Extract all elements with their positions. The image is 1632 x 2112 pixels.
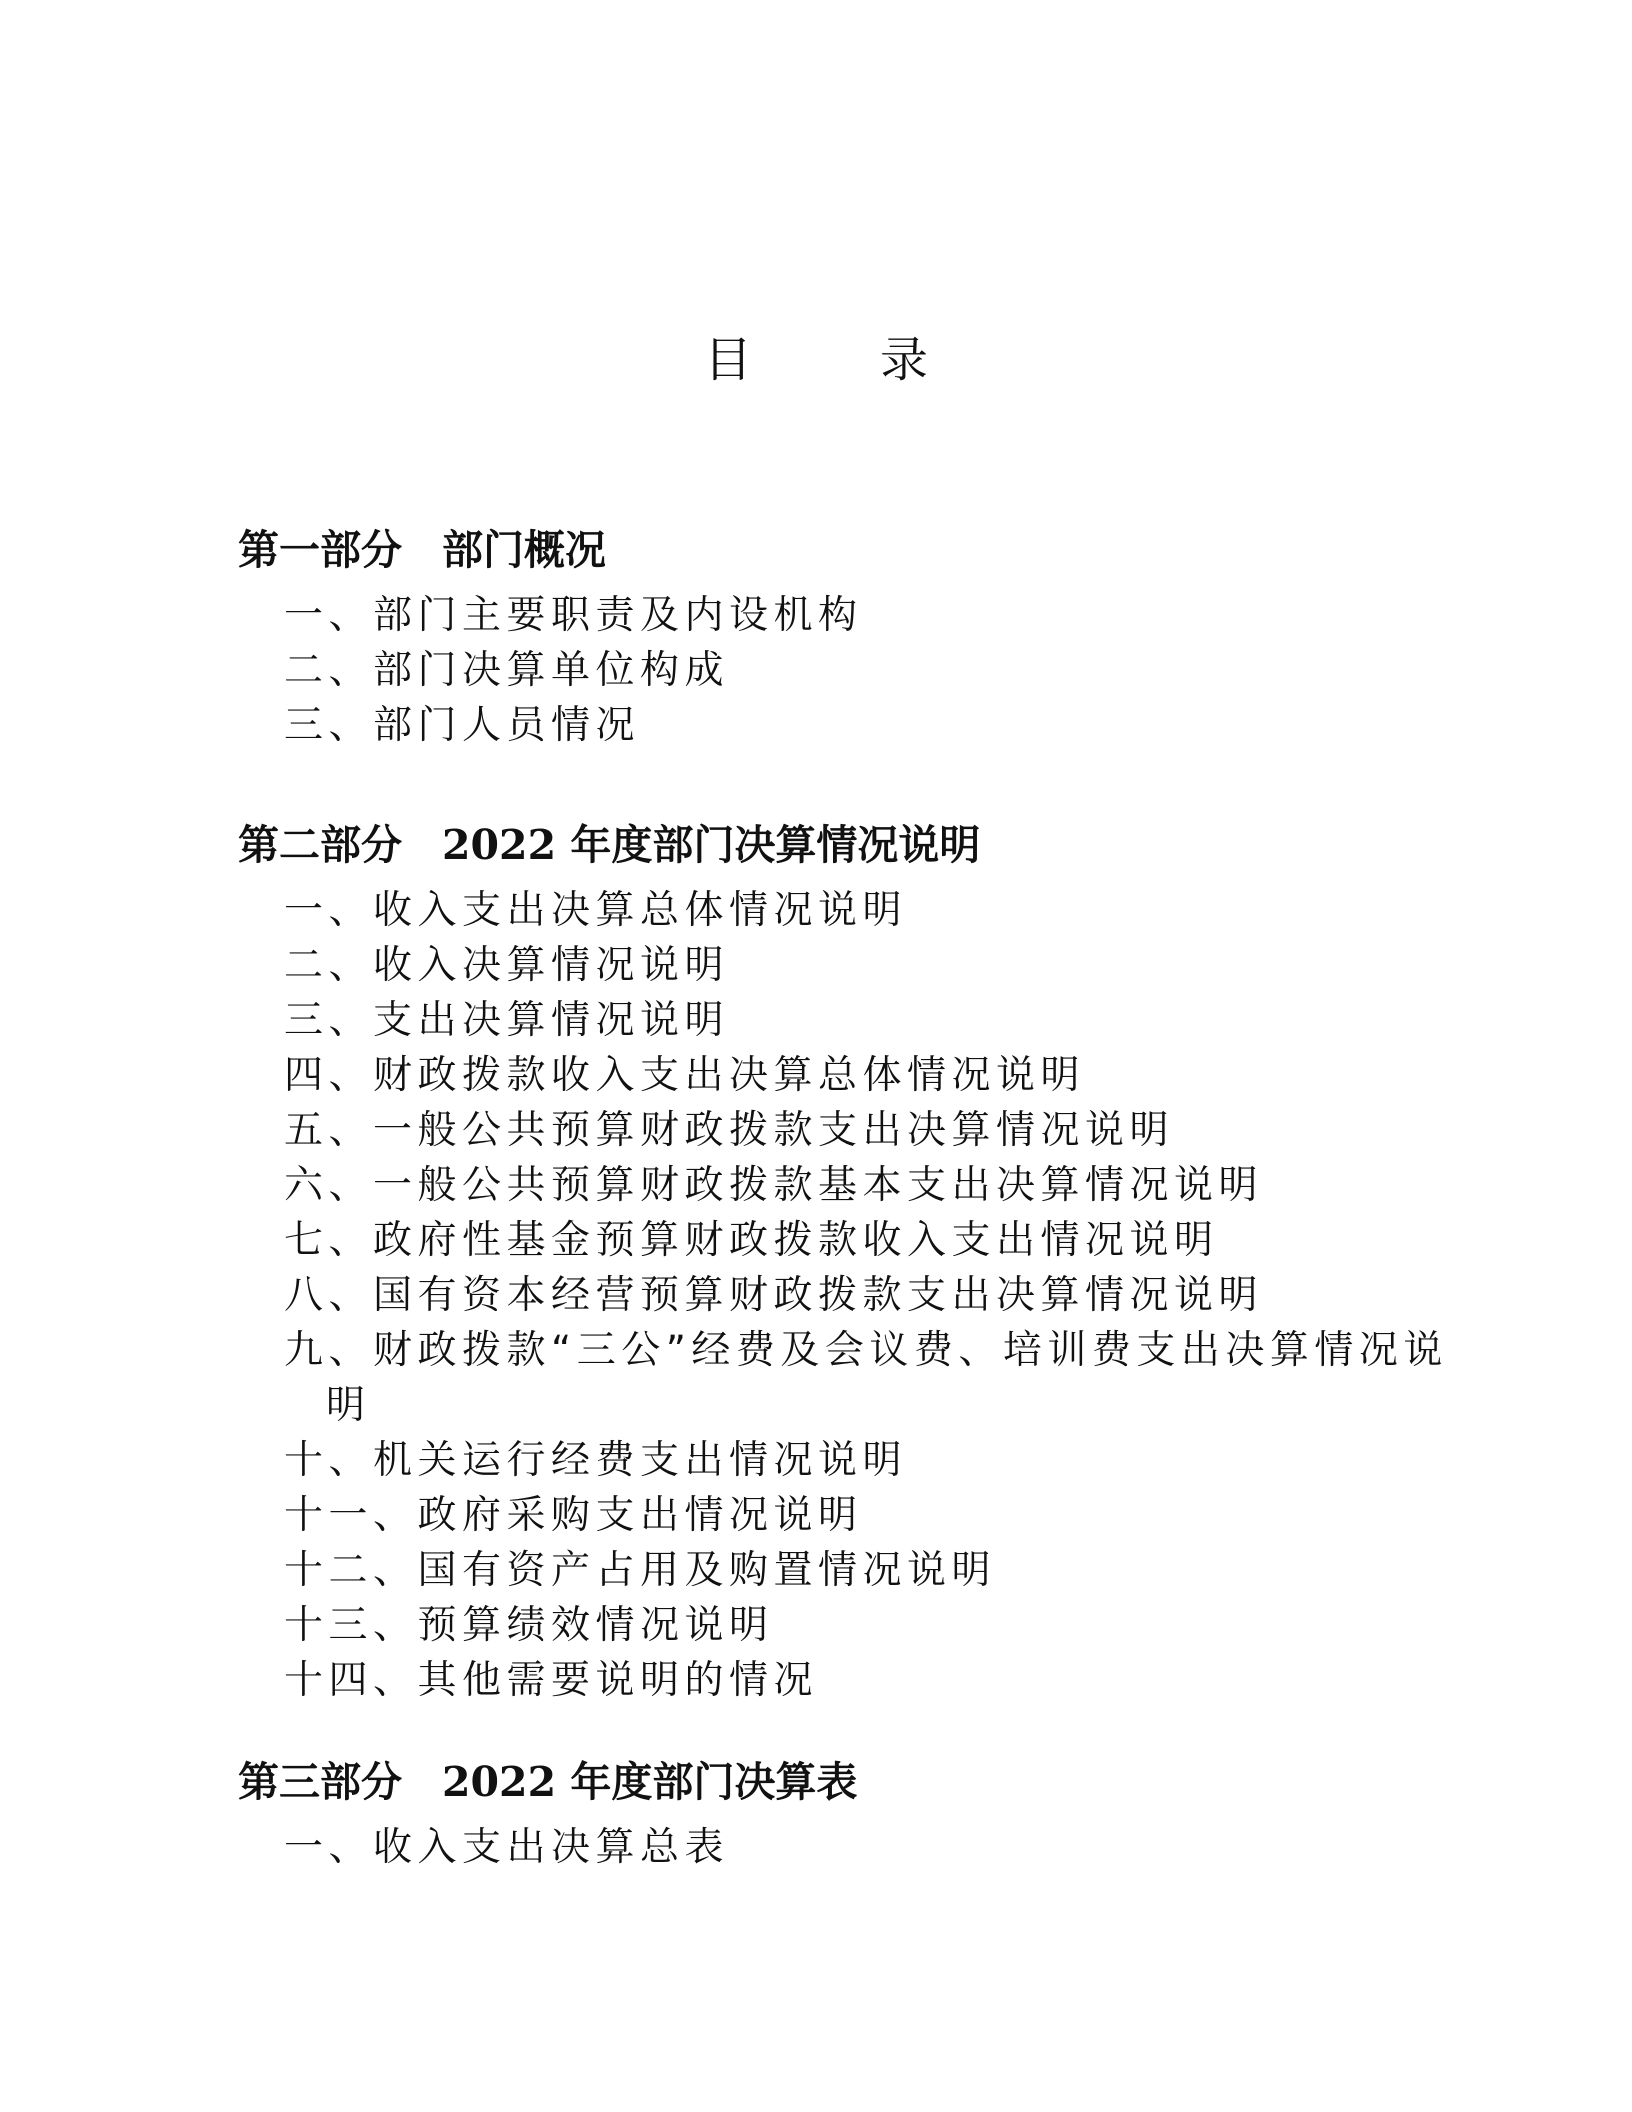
toc-item: 十四、其他需要说明的情况 — [284, 1658, 819, 1703]
section-title: 2022 年度部门决算表 — [442, 1758, 858, 1806]
toc-item-list — [238, 1820, 1438, 1875]
section-title: 部门概况 — [442, 526, 606, 574]
toc-section-1 — [238, 520, 1438, 753]
section-title: 2022 年度部门决算情况说明 — [442, 821, 981, 869]
toc-item: 三、支出决算情况说明 — [284, 998, 730, 1043]
toc-item: 六、一般公共预算财政拨款基本支出决算情况说明 — [284, 1163, 1264, 1208]
toc-section-3 — [238, 1752, 1438, 1875]
section-heading — [238, 520, 1438, 580]
section-part-label: 第三部分 — [238, 1758, 402, 1806]
section-part-label: 第二部分 — [238, 821, 402, 869]
toc-item-list — [238, 883, 1448, 1708]
section-heading — [238, 1752, 1438, 1812]
toc-item: 五、一般公共预算财政拨款支出决算情况说明 — [284, 1108, 1175, 1153]
toc-item: 四、财政拨款收入支出决算总体情况说明 — [284, 1053, 1086, 1098]
section-part-label: 第一部分 — [238, 526, 402, 574]
toc-item: 十三、预算绩效情况说明 — [284, 1603, 774, 1648]
toc-item: 三、部门人员情况 — [284, 703, 641, 748]
toc-item: 十二、国有资产占用及购置情况说明 — [284, 1548, 997, 1593]
toc-item: 一、部门主要职责及内设机构 — [284, 593, 863, 638]
toc-section-2 — [238, 815, 1448, 1708]
toc-item: 八、国有资本经营预算财政拨款支出决算情况说明 — [284, 1273, 1264, 1318]
toc-item: 一、收入支出决算总表 — [284, 1825, 730, 1870]
section-heading — [238, 815, 1438, 875]
toc-item: 十、机关运行经费支出情况说明 — [284, 1438, 908, 1483]
toc-item: 七、政府性基金预算财政拨款收入支出情况说明 — [284, 1218, 1219, 1263]
toc-item: 九、财政拨款“三公”经费及会议费、培训费支出决算情况说明 — [284, 1328, 1448, 1428]
toc-item: 十一、政府采购支出情况说明 — [284, 1493, 863, 1538]
toc-item: 一、收入支出决算总体情况说明 — [284, 888, 908, 933]
toc-item: 二、收入决算情况说明 — [284, 943, 730, 988]
page-title: 目 录 — [703, 332, 968, 388]
toc-item: 二、部门决算单位构成 — [284, 648, 730, 693]
toc-item-list — [238, 588, 1438, 753]
